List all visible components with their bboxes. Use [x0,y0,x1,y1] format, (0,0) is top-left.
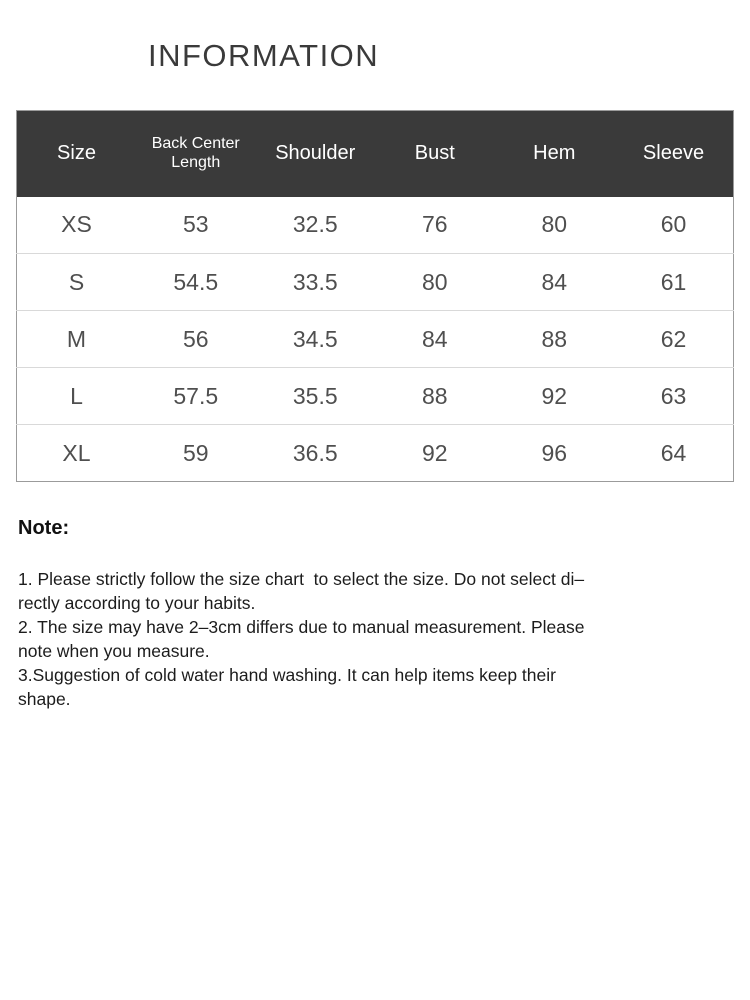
column-header-hem: Hem [495,111,615,197]
cell-back-center-length: 54.5 [136,254,256,311]
table-row-l [17,368,734,425]
cell-sleeve: 60 [660,211,687,238]
notes-section [18,517,720,711]
note-line-3: 2. The size may have 2–3cm differs due to manual measurement. Please [18,617,585,637]
cell-bust: 80 [375,254,495,311]
size-chart-table [16,110,734,482]
cell-sleeve: 64 [614,425,734,482]
cell-size: S [17,254,137,311]
cell-hem: 84 [495,254,615,311]
cell-size: XS [61,211,92,238]
column-header-back-center-length [136,111,256,197]
note-line-1: 1. Please strictly follow the size chart to select the size. Do not select di– [18,569,585,589]
cell-size: XL [17,425,137,482]
table-row-s [17,254,734,311]
note-line-6: shape. [18,689,71,709]
column-header-shoulder: Shoulder [256,111,376,197]
table-row-xl [17,425,734,482]
column-header-back-center-length-label: Back Center Length [151,135,240,171]
cell-hem: 96 [495,425,615,482]
table-row-m [17,311,734,368]
cell-bust: 76 [421,211,448,238]
notes-body [18,567,720,711]
cell-hem: 92 [495,368,615,425]
column-header-bust: Bust [375,111,495,197]
cell-shoulder: 34.5 [256,311,376,368]
cell-back-center-length: 56 [136,311,256,368]
cell-shoulder: 35.5 [256,368,376,425]
column-header-sleeve: Sleeve [614,111,734,197]
cell-shoulder: 36.5 [256,425,376,482]
cell-hem: 88 [495,311,615,368]
cell-size: M [17,311,137,368]
notes-heading: Note: [18,517,70,539]
cell-sleeve: 62 [614,311,734,368]
cell-back-center-length: 57.5 [136,368,256,425]
cell-size: L [17,368,137,425]
cell-shoulder: 32.5 [292,211,338,238]
size-chart-header-row [17,111,734,197]
note-line-4: note when you measure. [18,641,210,661]
cell-bust: 92 [375,425,495,482]
cell-sleeve: 63 [614,368,734,425]
cell-shoulder: 33.5 [256,254,376,311]
note-line-2: rectly according to your habits. [18,593,256,613]
cell-hem: 80 [541,211,568,238]
cell-sleeve: 61 [614,254,734,311]
note-line-5: 3.Suggestion of cold water hand washing. It can help items keep their [18,665,556,685]
column-header-size: Size [17,111,137,197]
page-title: INFORMATION [148,38,380,73]
cell-back-center-length: 53 [182,211,209,238]
size-chart [16,110,734,482]
cell-back-center-length: 59 [136,425,256,482]
table-row-xs [17,197,734,254]
cell-bust: 88 [375,368,495,425]
cell-bust: 84 [375,311,495,368]
